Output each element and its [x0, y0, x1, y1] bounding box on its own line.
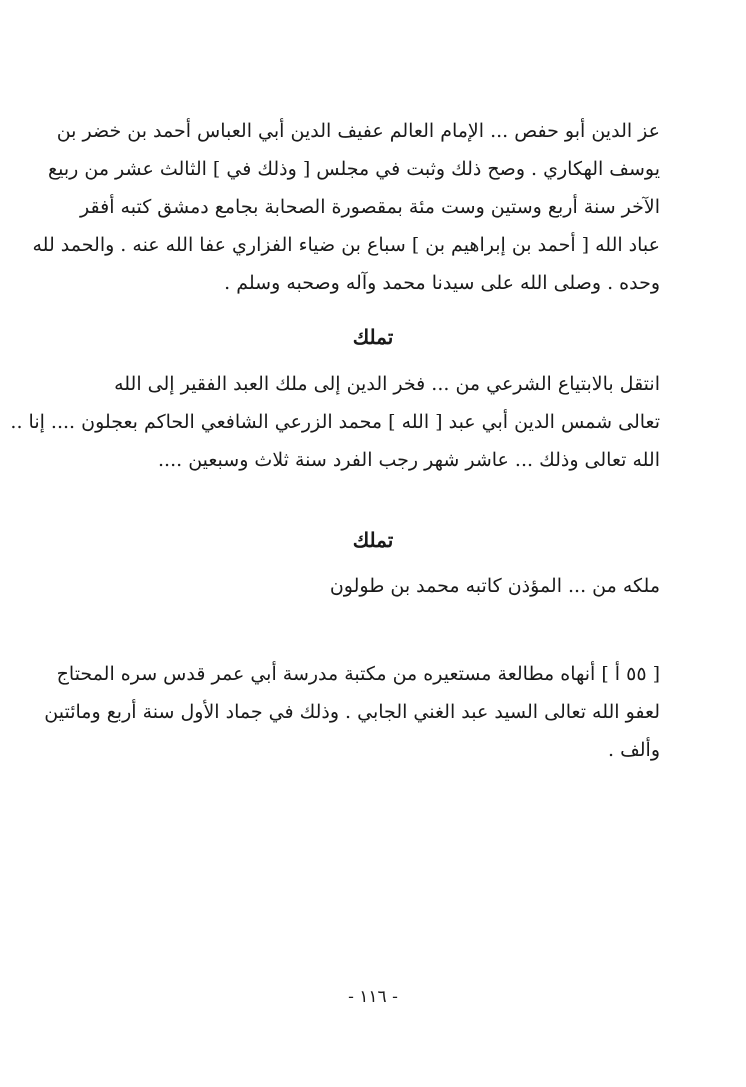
text-line: وحده . وصلى الله على سيدنا محمد وآله وصحبه وسلم . [224, 272, 660, 294]
text-line: تعالى شمس الدين أبي عبد [ الله ] محمد الزرعي الشافعي الحاكم بعجلون .... إنا .. [10, 411, 660, 433]
section-heading-ownership: تملك [352, 325, 394, 349]
paragraph-ownership-purchase [10, 365, 660, 479]
text-line: [ ٥٥ أ ] أنهاه مطالعة مستعيره من مكتبة مدرسة أبي عمر قدس سره المحتاج [56, 663, 660, 685]
text-line: الله تعالى وذلك ... عاشر شهر رجب الفرد سنة ثلاث وسبعين .... [158, 449, 660, 471]
section-heading-ownership-2: تملك [352, 528, 394, 552]
paragraph-endorsement [32, 112, 660, 302]
text-line: انتقل بالابتياع الشرعي من ... فخر الدين إلى ملك العبد الفقير إلى الله [114, 373, 660, 395]
text-line: يوسف الهكاري . وصح ذلك وثبت في مجلس [ وذلك في ] الثالث عشر من ربيع [48, 158, 660, 180]
text-line: ملكه من ... المؤذن كاتبه محمد بن طولون [329, 575, 660, 597]
text-line: وألف . [608, 739, 660, 761]
text-line: عباد الله [ أحمد بن إبراهيم بن ] سباع بن ضياء الفزاري عفا الله عنه . والحمد لله [32, 234, 660, 256]
text-line: لعفو الله تعالى السيد عبد الغني الجابي . وذلك في جماد الأول سنة أربع ومائتين [44, 701, 660, 723]
paragraph-reading-note [44, 655, 660, 769]
page-number: - ١١٦ - [348, 987, 398, 1007]
text-line: عز الدين أبو حفص ... الإمام العالم عفيف الدين أبي العباس أحمد بن خضر بن [56, 120, 660, 142]
text-line: الآخر سنة أربع وستين وست مئة بمقصورة الصحابة بجامع دمشق كتبه أفقر [80, 196, 660, 218]
paragraph-ownership-ibn-tulun [82, 567, 660, 605]
